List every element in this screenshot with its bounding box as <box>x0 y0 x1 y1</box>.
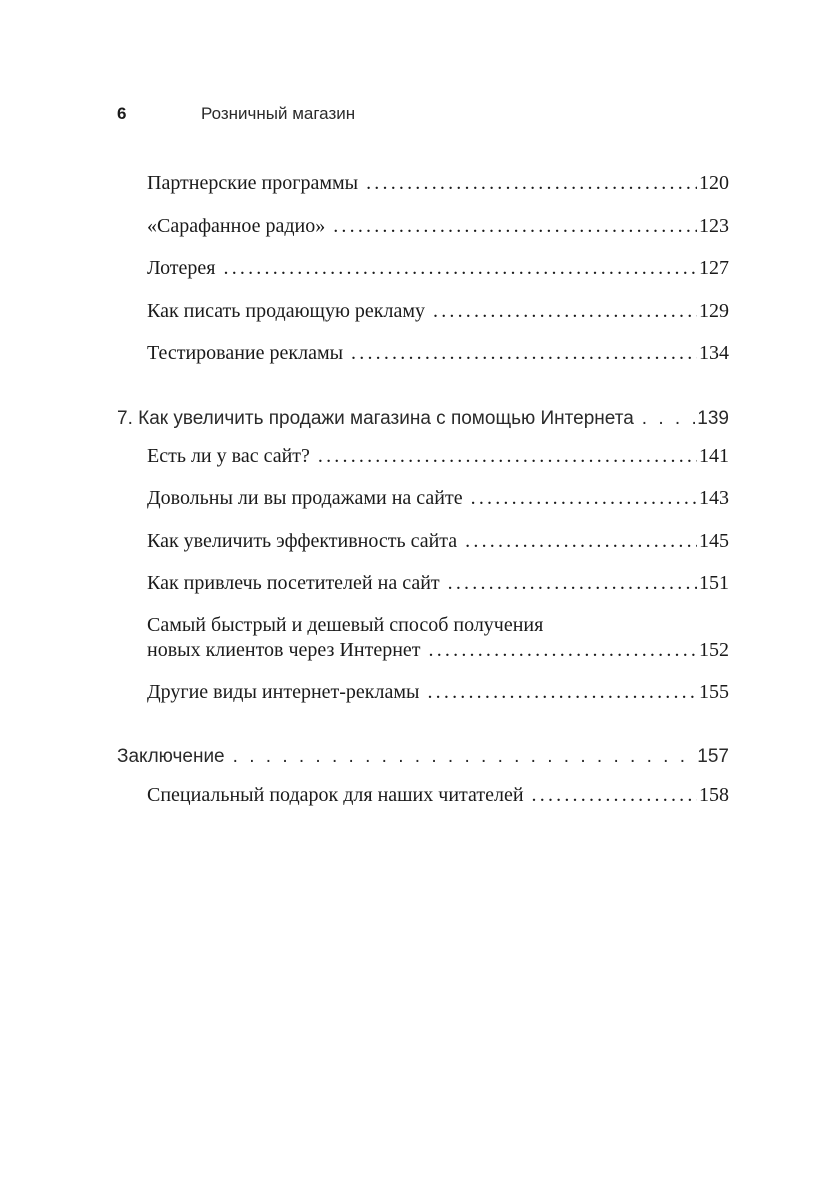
toc-chapter <box>117 408 729 430</box>
toc-entry-title: Специальный подарок для наших читателей <box>147 784 524 806</box>
toc-entry <box>147 342 729 365</box>
leader-dots <box>448 572 697 595</box>
toc-entry <box>147 445 729 468</box>
toc-entry-title: Как привлечь посетителей на сайт <box>147 572 440 594</box>
leader-dots <box>433 300 697 323</box>
toc-entry-title: Партнерские программы <box>147 172 359 194</box>
leader-dots <box>642 408 696 430</box>
toc-chapter-title: Заключение <box>117 746 225 767</box>
leader-dots <box>427 681 697 704</box>
toc-chapter-page: 157 <box>697 746 729 767</box>
leader-dots <box>351 342 697 365</box>
toc-entry-page: 145 <box>699 530 729 552</box>
toc-entry-page: 155 <box>699 681 729 703</box>
toc-entry-title: новых клиентов через Интернет <box>147 639 421 661</box>
leader-dots <box>333 215 697 238</box>
toc-entry-title: Как увеличить эффективность сайта <box>147 530 458 552</box>
toc-entry-page: 129 <box>699 300 729 322</box>
toc-entry <box>147 300 729 323</box>
toc-entry-page: 120 <box>699 172 729 194</box>
leader-dots <box>233 746 696 768</box>
toc-entry <box>147 172 729 195</box>
toc-entry-title: Лотерея <box>147 257 216 279</box>
toc-entry <box>147 257 729 280</box>
toc-entry-title: Тестирование рекламы <box>147 342 344 364</box>
toc-entry-page: 152 <box>699 639 729 661</box>
toc-chapter <box>117 746 729 768</box>
toc-entry <box>147 530 729 553</box>
toc-entry <box>147 784 729 807</box>
running-head <box>117 104 355 124</box>
toc-entry <box>147 681 729 704</box>
toc-entry-page: 158 <box>699 784 729 806</box>
toc-entry-title: Довольны ли вы продажами на сайте <box>147 487 463 509</box>
toc-entry <box>147 487 729 510</box>
toc-entry-page: 151 <box>699 572 729 594</box>
toc-chapter-title: 7. Как увеличить продажи магазина с помощью Интернета <box>117 408 634 429</box>
leader-dots <box>532 784 697 807</box>
leader-dots <box>366 172 697 195</box>
toc-entry <box>147 215 729 238</box>
page-number: 6 <box>117 104 127 123</box>
toc-entry-page: 127 <box>699 257 729 279</box>
toc-entry-title: Другие виды интернет-рекламы <box>147 681 420 703</box>
leader-dots <box>318 445 697 468</box>
toc-entry-title: Есть ли у вас сайт? <box>147 445 310 467</box>
leader-dots <box>429 639 697 662</box>
toc-entry-title: Как писать продающую рекламу <box>147 300 425 322</box>
toc-entry-page: 141 <box>699 445 729 467</box>
toc-entry-title: «Сарафанное радио» <box>147 215 326 237</box>
leader-dots <box>224 257 698 280</box>
toc-entry <box>147 639 729 662</box>
toc-entry-page: 143 <box>699 487 729 509</box>
toc-entry-page: 123 <box>699 215 729 237</box>
toc-entry <box>147 572 729 595</box>
running-head-title: Розничный магазин <box>201 104 356 123</box>
toc-entry-line1: Самый быстрый и дешевый способ получения <box>147 614 544 636</box>
toc-chapter-page: 139 <box>697 408 729 429</box>
toc-entry-page: 134 <box>699 342 729 364</box>
leader-dots <box>465 530 697 553</box>
leader-dots <box>471 487 697 510</box>
